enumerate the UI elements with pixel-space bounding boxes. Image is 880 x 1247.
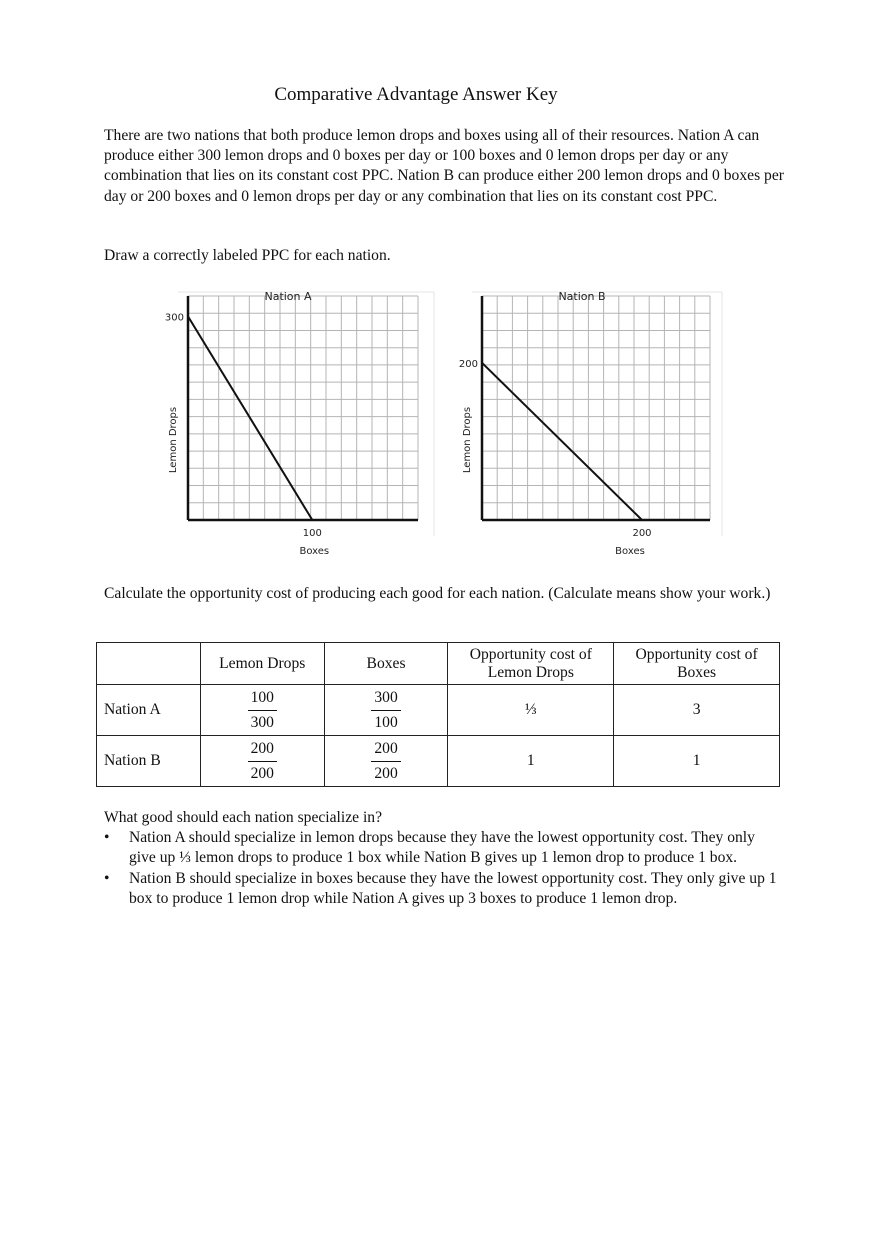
header-lemon-drops: Lemon Drops: [200, 643, 324, 685]
fraction-denominator: 300: [250, 713, 274, 731]
fraction-denominator: 200: [374, 764, 398, 782]
y-axis-label: Lemon Drops: [462, 406, 473, 474]
header-oc-lemon-drops: Opportunity cost of Lemon Drops: [448, 643, 614, 685]
specialize-section: [104, 808, 784, 909]
list-item: • Nation B should specialize in boxes because they have the lowest opportunity cost. They only give up 1 box to produce 1 lemon drop while Nation A gives up 3 boxes to produce 1 lemon drop.: [104, 869, 784, 909]
nation-a-oc-boxes: 3: [614, 685, 780, 736]
row-nation-b-label: Nation B: [97, 736, 201, 787]
nation-a-boxes-fraction: [324, 685, 448, 736]
draw-instruction: Draw a correctly labeled PPC for each nation.: [104, 247, 391, 264]
list-item: • Nation A should specialize in lemon drops because they have the lowest opportunity cost. They only give up ⅓ lemon drops to produce 1 box while Nation B gives up 1 lemon drop to produce 1 box.: [104, 828, 784, 868]
nation-a-oc-lemon: ⅓: [448, 685, 614, 736]
ppc-charts: [150, 286, 740, 566]
chart-title: Nation B: [558, 290, 606, 303]
nation-b-oc-boxes: 1: [614, 736, 780, 787]
y-tick-label: 200: [458, 358, 478, 370]
header-empty: [97, 643, 201, 685]
fraction-denominator: 200: [250, 764, 274, 782]
x-axis-label: Boxes: [615, 546, 645, 557]
opportunity-cost-table: [96, 642, 780, 787]
nation-a-lemon-fraction: [200, 685, 324, 736]
nation-b-lemon-fraction: [200, 736, 324, 787]
nation-b-oc-lemon: 1: [448, 736, 614, 787]
page-title-text: Comparative Advantage Answer Key: [274, 84, 558, 105]
x-axis-label: Boxes: [299, 546, 330, 557]
y-tick-label: 300: [164, 312, 184, 324]
ppc-line: [482, 363, 642, 520]
header-boxes: Boxes: [324, 643, 448, 685]
page-title: [0, 84, 880, 106]
chart-title: Nation A: [264, 290, 312, 303]
specialize-answers: [104, 828, 784, 909]
table-header-row: [97, 643, 780, 685]
fraction-numerator: 200: [248, 738, 277, 762]
table-row: [97, 685, 780, 736]
fraction-numerator: 300: [371, 687, 400, 711]
fraction-numerator: 100: [248, 687, 277, 711]
specialize-question: What good should each nation specialize in?: [104, 809, 382, 826]
calc-instruction: Calculate the opportunity cost of producing each good for each nation. (Calculate means show your work.): [104, 585, 771, 602]
x-tick-label: 100: [302, 528, 322, 539]
x-tick-label: 200: [632, 528, 652, 539]
chart-nation-a: [165, 290, 434, 557]
fraction-denominator: 100: [374, 713, 398, 731]
ppc-charts-svg: [150, 286, 740, 566]
y-axis-label: Lemon Drops: [168, 406, 179, 474]
header-oc-boxes: Opportunity cost of Boxes: [614, 643, 780, 685]
nation-b-boxes-fraction: [324, 736, 448, 787]
ppc-line: [188, 316, 312, 520]
row-nation-a-label: Nation A: [97, 685, 201, 736]
chart-nation-b: [459, 290, 722, 557]
table-row: [97, 736, 780, 787]
fraction-numerator: 200: [371, 738, 400, 762]
intro-paragraph: There are two nations that both produce lemon drops and boxes using all of their resources. Nation A can produce either 300 lemon drops and 0 boxes per day or 100 boxes and 0 lemon drops per day or any combination that lies on its constant cost PPC. Nation B can produce either 200 lemon drops and 0 boxes per day or 200 boxes and 0 lemon drops per day or any combination that lies on its constant cost PPC.: [104, 127, 784, 205]
